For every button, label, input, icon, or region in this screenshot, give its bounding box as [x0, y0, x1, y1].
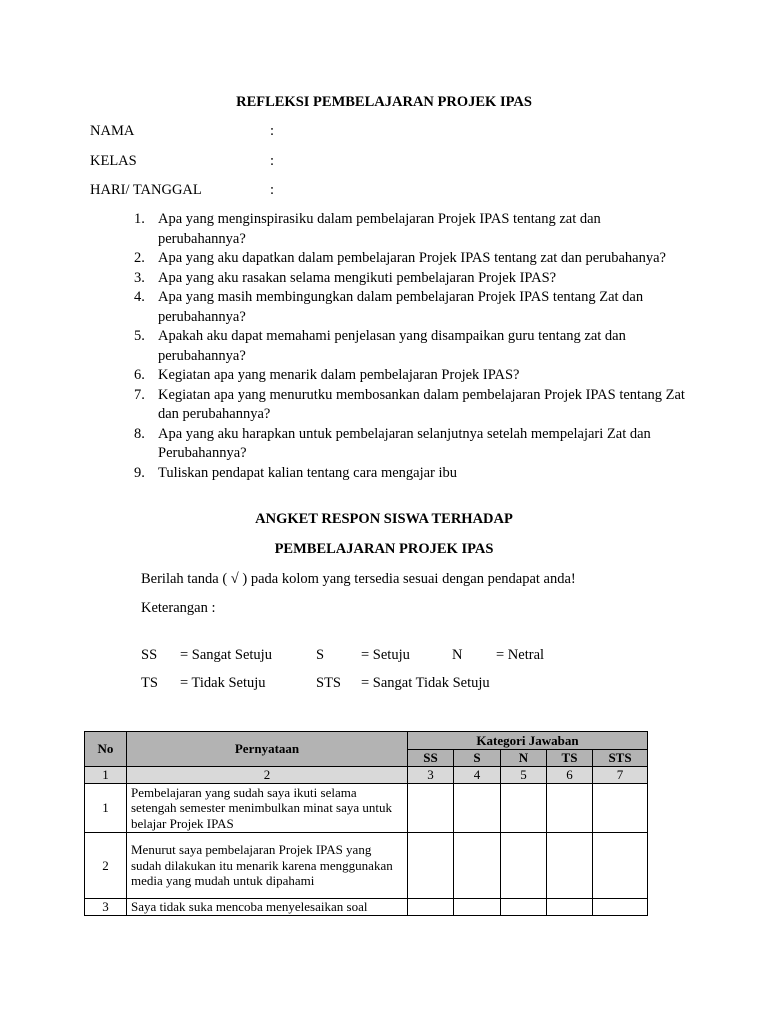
- question-item: [130, 327, 690, 366]
- index-cell: 3: [408, 767, 454, 784]
- header-no: No: [85, 732, 127, 767]
- answer-cell-s[interactable]: [454, 899, 501, 916]
- legend-sts-definition: = Sangat Tidak Setuju: [361, 675, 490, 691]
- legend-ss-definition: = Sangat Setuju: [180, 647, 272, 663]
- index-cell: 1: [85, 767, 127, 784]
- question-text: Apa yang aku dapatkan dalam pembelajaran Projek IPAS tentang zat dan perubahanya?: [158, 250, 666, 266]
- row-number: 1: [85, 784, 127, 833]
- index-cell: 5: [501, 767, 547, 784]
- question-text: Kegiatan apa yang menarik dalam pembelajaran Projek IPAS?: [158, 367, 520, 383]
- header-category-n: N: [501, 750, 547, 767]
- index-cell: 2: [127, 767, 408, 784]
- field-colon-nama: :: [270, 123, 275, 139]
- question-number: 9.: [134, 464, 145, 481]
- legend-ss-code: SS: [141, 647, 158, 663]
- answer-cell-s[interactable]: [454, 784, 501, 833]
- question-text: Apa yang aku harapkan untuk pembelajaran selanjutnya setelah mempelajari Zat dan Perubahannya?: [158, 425, 651, 461]
- answer-cell-ss[interactable]: [408, 899, 454, 916]
- row-number: 3: [85, 899, 127, 916]
- table-row: [85, 899, 648, 916]
- legend-sts-code: STS: [316, 675, 341, 691]
- question-number: 1.: [134, 211, 145, 227]
- question-text: Kegiatan apa yang menurutku membosankan dalam pembelajaran Projek IPAS tentang Zat dan perubahannya?: [158, 386, 685, 422]
- angket-heading-1: ANGKET RESPON SISWA TERHADAP: [255, 511, 513, 527]
- field-label-kelas: KELAS: [90, 153, 137, 169]
- question-item: [130, 425, 690, 464]
- header-pernyataan: Pernyataan: [127, 732, 408, 767]
- question-number: 2.: [134, 250, 145, 266]
- question-number: 3.: [134, 269, 145, 286]
- field-label-nama: NAMA: [90, 123, 135, 139]
- answer-cell-sts[interactable]: [593, 899, 648, 916]
- field-colon-hari-tanggal: :: [270, 182, 275, 198]
- table-row: [85, 784, 648, 833]
- field-label-hari-tanggal: HARI/ TANGGAL: [90, 182, 202, 198]
- page-title: REFLEKSI PEMBELAJARAN PROJEK IPAS: [236, 94, 532, 110]
- question-item: [130, 288, 690, 327]
- question-item: [130, 269, 690, 289]
- header-category-ss: SS: [408, 750, 454, 767]
- question-item: [130, 366, 690, 386]
- question-item: [130, 249, 690, 269]
- question-text: Tuliskan pendapat kalian tentang cara mengajar ibu: [158, 464, 458, 481]
- index-cell: 7: [593, 767, 648, 784]
- header-category-sts: STS: [593, 750, 648, 767]
- legend-n-code: N: [452, 647, 463, 663]
- row-statement: Saya tidak suka mencoba menyelesaikan soal: [127, 899, 408, 916]
- legend-s-definition: = Setuju: [361, 647, 410, 663]
- question-number: 8.: [134, 425, 145, 442]
- question-number: 7.: [134, 386, 145, 403]
- question-number: 4.: [134, 289, 145, 305]
- angket-heading-2: PEMBELAJARAN PROJEK IPAS: [274, 541, 494, 557]
- angket-instruction: Berilah tanda ( √ ) pada kolom yang tersedia sesuai dengan pendapat anda!: [141, 571, 576, 587]
- answer-cell-s[interactable]: [454, 833, 501, 899]
- legend-n-definition: = Netral: [496, 647, 545, 663]
- answer-cell-n[interactable]: [501, 899, 547, 916]
- legend-ts-definition: = Tidak Setuju: [180, 675, 266, 691]
- question-item: [130, 210, 690, 249]
- index-cell: 6: [547, 767, 593, 784]
- answer-cell-ss[interactable]: [408, 833, 454, 899]
- question-number: 6.: [134, 367, 145, 383]
- row-number: 2: [85, 833, 127, 899]
- header-category-s: S: [454, 750, 501, 767]
- answer-cell-ts[interactable]: [547, 899, 593, 916]
- answer-cell-ts[interactable]: [547, 784, 593, 833]
- table-row: [85, 833, 648, 899]
- answer-cell-n[interactable]: [501, 784, 547, 833]
- table-index-row: [85, 767, 648, 784]
- header-category-ts: TS: [547, 750, 593, 767]
- index-cell: 4: [454, 767, 501, 784]
- answer-cell-ts[interactable]: [547, 833, 593, 899]
- field-colon-kelas: :: [270, 153, 275, 169]
- answer-cell-sts[interactable]: [593, 784, 648, 833]
- header-kategori-jawaban: Kategori Jawaban: [408, 732, 648, 750]
- answer-cell-ss[interactable]: [408, 784, 454, 833]
- keterangan-label: Keterangan :: [141, 600, 216, 616]
- question-text: Apa yang masih membingungkan dalam pembelajaran Projek IPAS tentang Zat dan perubahannya?: [158, 289, 644, 325]
- question-number: 5.: [134, 328, 145, 344]
- question-item: [130, 464, 690, 484]
- row-statement: Pembelajaran yang sudah saya ikuti selama setengah semester menimbulkan minat saya untuk belajar Projek IPAS: [127, 784, 408, 833]
- question-text: Apa yang menginspirasiku dalam pembelajaran Projek IPAS tentang zat dan perubahannya?: [158, 211, 601, 247]
- answer-cell-sts[interactable]: [593, 833, 648, 899]
- question-text: Apa yang aku rasakan selama mengikuti pembelajaran Projek IPAS?: [158, 269, 557, 286]
- question-item: [130, 386, 690, 425]
- table-header-row: [85, 732, 648, 750]
- reflection-question-list: [130, 210, 690, 483]
- legend-s-code: S: [316, 647, 325, 663]
- question-text: Apakah aku dapat memahami penjelasan yang disampaikan guru tentang zat dan perubahannya?: [158, 328, 626, 364]
- legend-ts-code: TS: [141, 675, 158, 691]
- row-statement: Menurut saya pembelajaran Projek IPAS yang sudah dilakukan itu menarik karena menggunakan media yang mudah untuk dipahami: [127, 833, 408, 899]
- answer-cell-n[interactable]: [501, 833, 547, 899]
- angket-table: [84, 731, 648, 916]
